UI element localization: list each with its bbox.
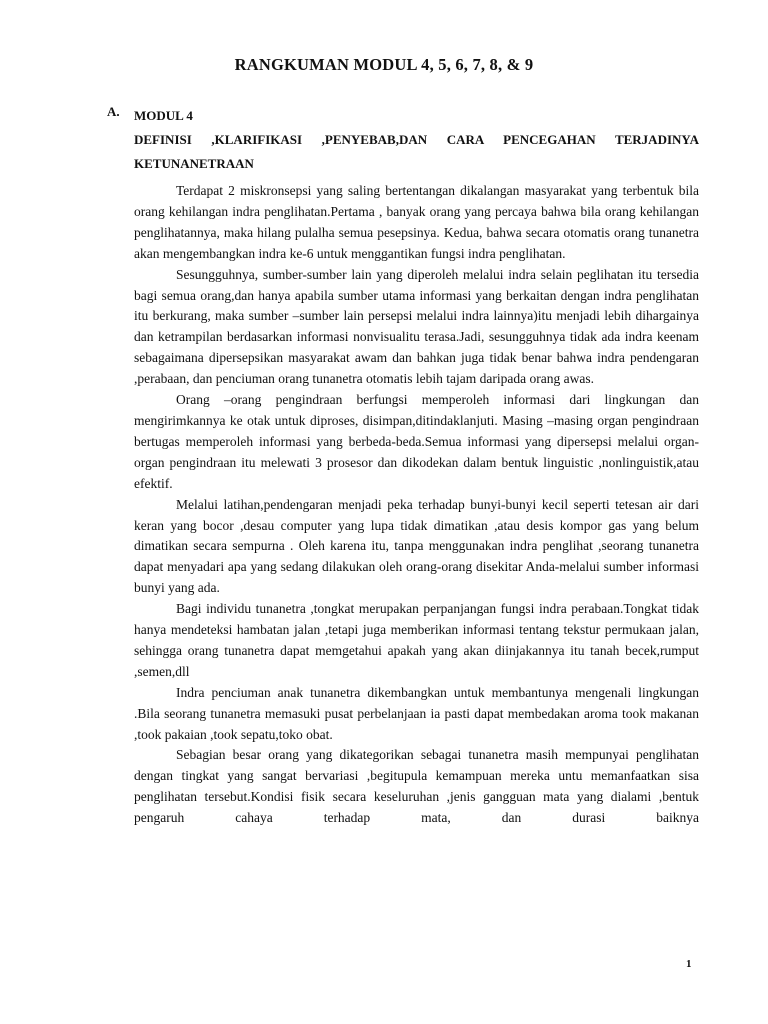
document-title: RANGKUMAN MODUL 4, 5, 6, 7, 8, & 9 (234, 55, 534, 74)
paragraph-6: Indra penciuman anak tunanetra dikembangkan untuk membantunya mengenali lingkungan .Bila seorang tunanetra memasuki pusat perbelanjaan ia pasti dapat membedakan aroma took makanan ,took pakaian ,took sepatu,toko obat. (134, 684, 699, 742)
paragraph-1: Terdapat 2 miskronsepsi yang saling bertentangan dikalangan masyarakat yang terbentuk bila orang kehilangan indra penglihatan.Pertama , banyak orang yang percaya bahwa bila orang kehilangan penglihatannya, maka hilang pulalha semua pesepsinya. Kedua, bahwa secara otomatis orang tunanetra akan mengembangkan indra ke-6 untuk menggantikan fungsi indra penglihatan. (134, 183, 699, 261)
section-header (134, 104, 699, 176)
paragraph-2: Sesungguhnya, sumber-sumber lain yang diperoleh melalui indra selain peglihatan itu tersedia bagi semua orang,dan hanya apabila sumber utama informasi yang berkaitan dengan indra penglihatan itu berkurang, maka sumber –sumber lain persepsi melalui indra lainnya)itu menjadi lebih dihargainya dan ketrampilan berdasarkan informasi nonvisualitu terasa.Jadi, sesungguhnya tidak ada indra keenam sebagaimana dipersepsikan masyarakat awam dan bahkan juga tidak benar bahwa indra pendengaran ,perabaan, dan penciuman orang tunanetra otomatis lebih tajam daripada orang awas. (134, 266, 699, 387)
section-subtitle: DEFINISI ,KLARIFIKASI ,PENYEBAB,DAN CARA PENCEGAHAN TERJADINYA (134, 132, 699, 147)
section-subtitle-continued: KETUNANETRAAN (134, 156, 254, 171)
paragraph-7: Sebagian besar orang yang dikategorikan sebagai tunanetra masih mempunyai penglihatan dengan tingkat yang sangat bervariasi ,begitupula kemampuan mereka untu memanfaatkan sisa penglihatan tersebut.Kondisi fisik secara keseluruhan ,jenis gangguan mata yang dialami ,bentuk pengaruh cahaya terhadap mata, dan durasi baiknya (134, 747, 699, 826)
paragraph-4: Melalui latihan,pendengaran menjadi peka terhadap bunyi-bunyi kecil seperti tetesan air dari keran yang bocor ,desau computer yang lupa tidak dimatikan ,atau desis kompor gas yang belum dimatikan secara sempurna . Oleh karena itu, tanpa menggunakan indra penglihat ,seorang tunanetra dapat menyadari apa yang sedang dilakukan oleh orang-orang disekitar Anda-melalui sumber informasi bunyi yang ada. (134, 496, 699, 596)
paragraph-3: Orang –orang pengindraan berfungsi memperoleh informasi dari lingkungan dan mengirimkannya ke otak untuk diproses, disimpan,ditindaklanjuti. Masing –masing organ pengindraan bertugas memperoleh informasi yang berbeda-beda.Semua informasi yang dipersepsi melalui organ-organ pengindraan itu melewati 3 prosesor dan dikodekan dalam bentuk linguistic ,nonlinguistik,atau efektif. (134, 392, 699, 491)
section-heading: MODUL 4 (134, 108, 193, 123)
body-text (134, 181, 699, 829)
section-letter: A. (107, 104, 120, 119)
paragraph-5: Bagi individu tunanetra ,tongkat merupakan perpanjangan fungsi indra perabaan.Tongkat tidak hanya mendeteksi hambatan jalan ,tetapi juga memberikan informasi tentang tekstur permukaan jalan, sehingga orang tunanetra dapat memgetahui apakah yang akan diinjakannya itu tanah becek,rumput ,semen,dll (134, 601, 699, 679)
page-number: 1 (686, 958, 692, 970)
